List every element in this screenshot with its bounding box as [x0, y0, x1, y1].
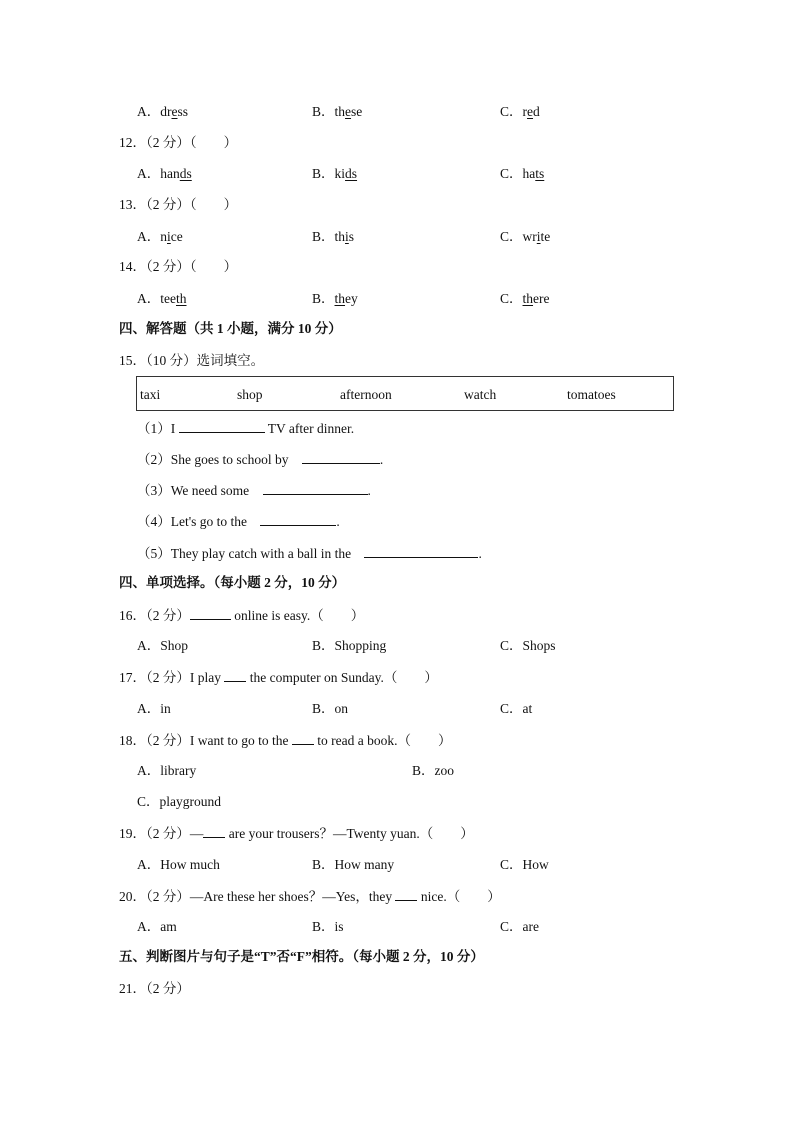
question-number: 17．（2 分）: [119, 670, 190, 685]
underlined-letters: e: [171, 104, 178, 119]
q19-option-b[interactable]: B．How many: [312, 857, 395, 872]
option-text: dr: [160, 104, 172, 119]
fill-blank[interactable]: [292, 731, 314, 745]
option-text: ki: [334, 166, 346, 181]
q15-item-3: [137, 481, 371, 500]
q17-option-c[interactable]: C．at: [500, 701, 533, 716]
q19-option-a[interactable]: A．How much: [137, 857, 220, 872]
option-text: ha: [522, 166, 536, 181]
item-number: （3）: [137, 483, 171, 498]
question-text: online is easy.（ ）: [230, 608, 365, 623]
underlined-letters: i: [536, 229, 541, 244]
option-letter: C．: [500, 166, 523, 181]
option-letter: C．: [500, 229, 523, 244]
q16-option-a[interactable]: A．Shop: [137, 638, 189, 653]
question-text: are your trousers？—Twenty yuan.（ ）: [225, 826, 474, 841]
q14-option-c[interactable]: [500, 290, 550, 308]
q16-option-b[interactable]: B．Shopping: [312, 638, 387, 653]
option-text: s: [348, 229, 355, 244]
q15-item-4: [137, 512, 340, 531]
underlined-letters: e: [345, 104, 352, 119]
option-text: ce: [170, 229, 183, 244]
q15-item-2: [137, 450, 383, 469]
item-text: They play catch with a ball in the: [170, 546, 355, 561]
word-bank-word: watch: [464, 387, 497, 402]
question-number: 19．（2 分）: [119, 826, 190, 841]
option-text: se: [351, 104, 363, 119]
q11-option-c[interactable]: [500, 103, 540, 121]
word-bank-word: afternoon: [340, 387, 392, 402]
item-text: She goes to school by: [170, 452, 292, 467]
option-letter: A．: [137, 166, 161, 181]
fill-blank[interactable]: [263, 481, 368, 495]
fill-blank[interactable]: [260, 512, 336, 526]
fill-blank[interactable]: [395, 887, 417, 901]
q16-option-c[interactable]: C．Shops: [500, 638, 556, 653]
underlined-letters: th: [334, 291, 346, 306]
q12-option-c[interactable]: [500, 165, 544, 183]
option-text: th: [334, 229, 346, 244]
q12-option-b[interactable]: [312, 165, 357, 183]
underlined-letters: th: [522, 291, 534, 306]
item-text: Let's go to the: [170, 514, 251, 529]
option-text: wr: [522, 229, 537, 244]
section-heading-answer: 四、解答题（共 1 小题，满分 10 分）: [119, 321, 342, 336]
q18-stem: [119, 731, 451, 750]
underlined-letters: ds: [345, 166, 358, 181]
option-text: te: [540, 229, 551, 244]
fill-blank[interactable]: [203, 824, 225, 838]
q17-stem: [119, 668, 438, 687]
q13-option-c[interactable]: [500, 228, 550, 246]
q13-stem: 13．（2 分）（ ）: [119, 197, 238, 212]
q20-option-b[interactable]: B．is: [312, 919, 344, 934]
option-text: ere: [533, 291, 550, 306]
q19-option-c[interactable]: C．How: [500, 857, 549, 872]
item-text: We need some: [170, 483, 253, 498]
section-heading-single-choice: 四、单项选择。（每小题 2 分，10 分）: [119, 575, 346, 590]
fill-blank[interactable]: [179, 419, 265, 433]
question-text: I want to go to the: [189, 733, 292, 748]
q17-option-a[interactable]: A．in: [137, 701, 171, 716]
word-bank-word: tomatoes: [567, 387, 616, 402]
q18-option-b[interactable]: B．zoo: [412, 763, 454, 778]
option-text: r: [522, 104, 528, 119]
word-bank-box: [136, 376, 674, 411]
question-text: to read a book.（ ）: [313, 733, 452, 748]
q13-option-b[interactable]: [312, 228, 354, 246]
q15-item-5: [137, 544, 482, 563]
question-number: 18．（2 分）: [119, 733, 190, 748]
q20-stem: [119, 887, 501, 906]
q14-stem: 14．（2 分）（ ）: [119, 259, 238, 274]
item-number: （2）: [137, 452, 171, 467]
q11-option-a[interactable]: [137, 103, 188, 121]
underlined-letters: i: [345, 229, 349, 244]
fill-blank[interactable]: [302, 450, 380, 464]
q18-option-a[interactable]: A．library: [137, 763, 197, 778]
q15-item-1: [137, 419, 354, 438]
q21-stem: 21．（2 分）: [119, 981, 190, 996]
q14-option-b[interactable]: [312, 290, 358, 308]
option-text: d: [533, 104, 540, 119]
option-letter: B．: [312, 229, 335, 244]
word-bank-word: shop: [237, 387, 263, 402]
item-text: TV after dinner.: [264, 421, 355, 436]
q20-option-a[interactable]: A．am: [137, 919, 177, 934]
item-text: I: [170, 421, 179, 436]
fill-blank[interactable]: [224, 668, 246, 682]
option-text: han: [160, 166, 180, 181]
section-heading-true-false: 五、判断图片与句子是“T”否“F”相符。（每小题 2 分，10 分）: [119, 949, 484, 964]
underlined-letters: i: [167, 229, 171, 244]
option-letter: B．: [312, 166, 335, 181]
option-letter: A．: [137, 229, 161, 244]
item-number: （4）: [137, 514, 171, 529]
q12-stem: 12．（2 分）（ ）: [119, 135, 238, 150]
item-number: （5）: [137, 546, 171, 561]
q20-option-c[interactable]: C．are: [500, 919, 539, 934]
q19-stem: [119, 824, 474, 843]
q16-stem: [119, 606, 364, 625]
option-text: ey: [345, 291, 358, 306]
option-letter: A．: [137, 104, 161, 119]
option-letter: C．: [500, 104, 523, 119]
underlined-letters: ds: [179, 166, 192, 181]
q15-stem: 15．（10 分）选词填空。: [119, 353, 265, 368]
option-text: tee: [160, 291, 176, 306]
option-letter: C．: [500, 291, 523, 306]
fill-blank[interactable]: [190, 606, 231, 620]
item-text: .: [367, 483, 371, 498]
q12-option-a[interactable]: [137, 165, 192, 183]
option-letter: B．: [312, 104, 335, 119]
underlined-letters: e: [527, 104, 534, 119]
fill-blank[interactable]: [364, 544, 478, 558]
word-bank-word: taxi: [140, 387, 161, 402]
q17-option-b[interactable]: B．on: [312, 701, 349, 716]
option-text: n: [160, 229, 167, 244]
question-text: nice.（ ）: [417, 889, 501, 904]
q11-option-b[interactable]: [312, 103, 362, 121]
item-number: （1）: [137, 421, 171, 436]
item-text: .: [336, 514, 340, 529]
question-number: 16．（2 分）: [119, 608, 190, 623]
underlined-letters: th: [176, 291, 187, 306]
q18-option-c[interactable]: C．playground: [137, 794, 221, 809]
q13-option-a[interactable]: [137, 228, 183, 246]
item-text: .: [379, 452, 384, 467]
question-text: —Are these her shoes？—Yes，they: [189, 889, 396, 904]
item-text: .: [478, 546, 482, 561]
underlined-letters: ts: [535, 166, 545, 181]
question-text: I play: [189, 670, 225, 685]
option-text: ss: [177, 104, 189, 119]
question-text: —: [189, 826, 204, 841]
question-text: the computer on Sunday.（ ）: [246, 670, 438, 685]
option-text: th: [334, 104, 346, 119]
option-letter: B．: [312, 291, 335, 306]
option-letter: A．: [137, 291, 161, 306]
question-number: 20．（2 分）: [119, 889, 190, 904]
q14-option-a[interactable]: [137, 290, 187, 308]
